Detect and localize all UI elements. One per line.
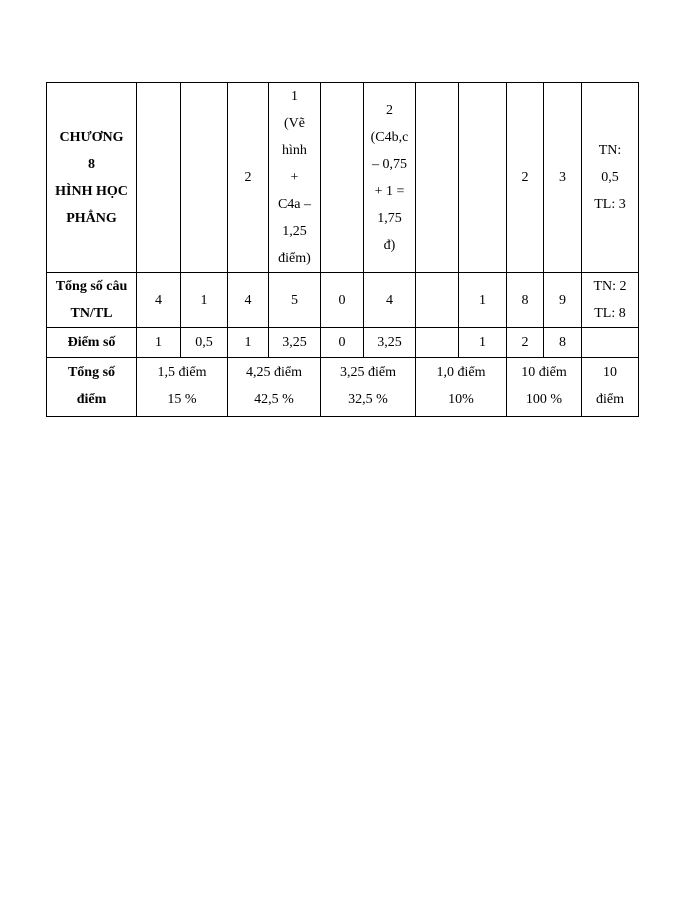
cell-text: điểm) [278,251,311,266]
total-questions-cell: 8 [507,273,544,328]
cell-text: – 0,75 [372,156,407,172]
score-label-cell: Điểm số [47,328,137,358]
chapter-label-cell [47,83,137,273]
chapter-cell-1 [137,83,181,273]
chapter-label-line: 8 [88,156,95,172]
cell-text: 3,25 điểm [340,365,396,380]
cell-text: 10% [448,392,474,407]
total-questions-cell: 4 [137,273,181,328]
total-questions-label-cell [47,273,137,328]
chapter-cell-2 [181,83,228,273]
cell-text: 3 [559,170,566,185]
cell-text: 1,75 [377,210,402,226]
total-points-group [321,358,416,417]
cell-text: 42,5 % [254,392,294,407]
cell-text: 2 [521,170,529,185]
chapter-cell-5 [321,83,364,273]
total-questions-row [47,273,639,328]
cell-text: 100 % [525,392,563,407]
chapter-cell-7 [416,83,459,273]
cell-text: (Vẽ [284,116,305,131]
cell-text: + [290,170,299,185]
cell-text: 2 [386,102,393,118]
chapter-cell-8 [459,83,507,273]
row-label-line: Tổng số [67,365,116,380]
score-summary-cell [582,328,639,358]
cell-text: TL: 8 [594,306,626,321]
score-cell: 2 [507,328,544,358]
chapter-label-line: HÌNH HỌC [55,183,128,199]
cell-text: + 1 = [374,183,405,199]
score-cell: 3,25 [364,328,416,358]
total-points-row [47,358,639,417]
total-points-group [507,358,582,417]
cell-text: 0,5 [601,170,619,185]
cell-text: hình [282,143,307,158]
cell-text: TN: 2 [593,279,627,294]
total-questions-cell: 1 [459,273,507,328]
score-cell: 1 [228,328,269,358]
chapter-cell-3 [228,83,269,273]
score-cell: 8 [544,328,582,358]
total-questions-summary-cell [582,273,639,328]
total-questions-cell: 4 [364,273,416,328]
chapter-cell-6 [364,83,416,273]
total-questions-cell: 5 [269,273,321,328]
total-questions-cell: 0 [321,273,364,328]
total-questions-cell: 4 [228,273,269,328]
total-points-group [228,358,321,417]
score-matrix-table [46,82,639,417]
cell-text: 1,25 [282,224,307,239]
row-label-line: điểm [76,392,107,407]
total-points-group [137,358,228,417]
cell-text: 32,5 % [348,392,388,407]
cell-text: 1,5 điểm [157,365,207,380]
score-cell [416,328,459,358]
total-questions-cell: 1 [181,273,228,328]
chapter-cell-10 [544,83,582,273]
cell-text: TN: [598,143,622,158]
score-cell: 3,25 [269,328,321,358]
cell-text: đ) [383,237,396,253]
cell-text: 2 [244,170,252,185]
chapter-label-line: CHƯƠNG [59,129,124,145]
chapter-summary-cell [582,83,639,273]
chapter-cell-9 [507,83,544,273]
cell-text: 1 [291,89,298,104]
cell-text: 4,25 điểm [246,365,302,380]
chapter-cell-4 [269,83,321,273]
cell-text: 10 điểm [521,365,567,380]
cell-text: điểm [596,392,624,407]
score-cell: 0,5 [181,328,228,358]
total-points-summary-cell [582,358,639,417]
score-cell: 0 [321,328,364,358]
cell-text: (C4b,c [370,129,409,145]
score-cell: 1 [137,328,181,358]
cell-text: 10 [603,365,617,380]
cell-text: C4a – [277,197,312,212]
row-label-line: Tổng số câu [55,279,128,294]
cell-text: 1,0 điểm [436,365,486,380]
score-row [47,328,639,358]
total-points-group [416,358,507,417]
total-points-label-cell [47,358,137,417]
row-label-line: TN/TL [70,306,113,321]
chapter-row [47,83,639,273]
score-cell: 1 [459,328,507,358]
chapter-label-line: PHẲNG [66,210,117,226]
cell-text: 15 % [167,392,197,407]
total-questions-cell: 9 [544,273,582,328]
total-questions-cell [416,273,459,328]
cell-text: TL: 3 [594,197,626,212]
